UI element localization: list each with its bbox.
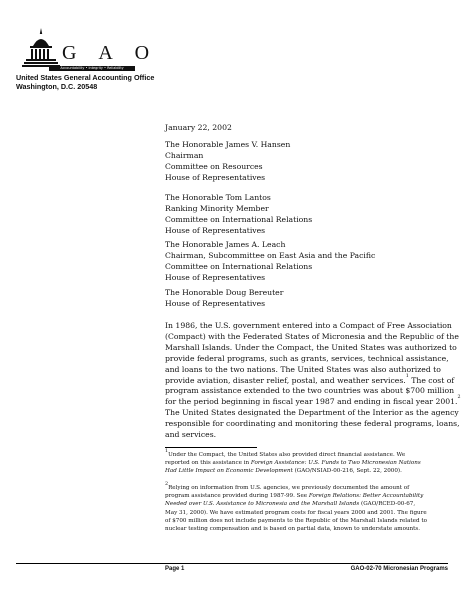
- body-line-text: The cost of: [408, 375, 455, 385]
- footnote-text: Under the Compact, the United States also provided direct financial assistance. We: [168, 452, 406, 458]
- body-line: provide federal programs, such as grants, services, technical assistance,: [165, 353, 449, 363]
- footnote-ref-1[interactable]: 1: [405, 373, 409, 379]
- page-number: Page 1: [165, 566, 185, 572]
- footnote-divider: [165, 447, 257, 448]
- body-line: Marshall Islands. Under the Compact, the United States was authorized to: [165, 342, 457, 352]
- addressee-line: House of Representatives: [165, 298, 266, 308]
- addressee-line: Chairman: [165, 150, 204, 160]
- footnote-text: May 31, 2000). We have estimated program costs for fiscal years 2000 and 2001. The figure: [165, 509, 427, 516]
- body-line: In 1986, the U.S. government entered into a Compact of Free Association: [165, 321, 452, 330]
- body-line: and services.: [165, 430, 217, 440]
- addressee-line: The Honorable James A. Leach: [165, 240, 286, 249]
- addressee-line: House of Representatives: [165, 225, 266, 235]
- logo-tagline: Accountability • Integrity • Reliability: [49, 66, 135, 71]
- addressee-block-leach: [165, 240, 375, 284]
- addressee-line: The Honorable Tom Lantos: [165, 193, 271, 202]
- body-line-text: for the period beginning in fiscal year 1987 and ending in fiscal year 2001.: [165, 397, 458, 407]
- report-number: GAO-02-70 Micronesian Programs: [350, 566, 448, 572]
- footnote-text: (GAO/NSIAD-00-216, Sept. 22, 2000).: [292, 468, 402, 475]
- letter-date: January 22, 2002: [165, 123, 232, 132]
- footnote-number: 2: [165, 482, 169, 487]
- footnote-text: reported on this assistance in: [165, 460, 251, 467]
- footnote-ref-2[interactable]: 2: [457, 395, 461, 401]
- addressee-block-lantos: [165, 193, 312, 237]
- org-address: [16, 74, 154, 91]
- addressee-line: Committee on International Relations: [165, 214, 313, 224]
- footnote-citation: Foreign Assistance: U.S. Funds to Two Micronesian Nations: [250, 460, 421, 467]
- body-line: [165, 395, 461, 408]
- footnote-number: 1: [165, 449, 169, 454]
- body-line-text: provide aviation, disaster relief, postal, and weather services.: [165, 375, 406, 385]
- footnote-text: nuclear testing compensation and is based on partial data, known to understate amounts.: [165, 526, 421, 533]
- addressee-line: Committee on Resources: [165, 161, 263, 171]
- addressee-line: The Honorable James V. Hansen: [165, 140, 291, 149]
- addressee-block-bereuter: [165, 288, 283, 310]
- addressee-line: Committee on International Relations: [165, 261, 313, 271]
- body-line: responsible for coordinating and monitoring these federal programs, loans,: [165, 419, 460, 429]
- body-line: and loans to the two nations. The United States was also authorized to: [165, 364, 441, 374]
- footer-divider: [16, 563, 448, 564]
- footnote-text: Relying on information from U.S. agencies, we previously documented the amount of: [168, 485, 410, 491]
- body-line: The United States designated the Department of the Interior as the agency: [165, 408, 459, 418]
- body-line: (Compact) with the Federated States of Micronesia and the Republic of the: [165, 331, 459, 341]
- gao-logo-text: G A O: [62, 42, 159, 64]
- footnote-citation: Needed over U.S. Assistance to Micronesia and the Marshall Islands: [165, 501, 360, 508]
- footnote-text: of $700 million does not include payments to the Republic of the Marshall Islands related to: [165, 517, 427, 524]
- addressee-line: Chairman, Subcommittee on East Asia and the Pacific: [165, 250, 376, 260]
- footnote-text: (GAO/RCED-00-67,: [359, 501, 416, 508]
- footnote-2: [165, 484, 451, 533]
- addressee-line: Ranking Minority Member: [165, 203, 269, 213]
- footnote-citation: Foreign Relations: Better Accountability: [308, 493, 424, 500]
- footnote-citation: Had Little Impact on Economic Development: [165, 468, 293, 475]
- footnote-1: [165, 451, 451, 476]
- addressee-block-hansen: [165, 140, 290, 184]
- org-city: Washington, D.C. 20548: [16, 81, 98, 91]
- body-paragraph: [165, 321, 461, 441]
- org-name: United States General Accounting Office: [16, 73, 155, 82]
- addressee-line: The Honorable Doug Bereuter: [165, 288, 284, 297]
- footnote-text: program assistance provided during 1987-99. See: [165, 493, 309, 500]
- addressee-line: House of Representatives: [165, 272, 266, 282]
- body-line: program assistance extended to the two countries was about $700 million: [165, 386, 455, 396]
- addressee-line: House of Representatives: [165, 172, 266, 182]
- body-line: [165, 373, 455, 387]
